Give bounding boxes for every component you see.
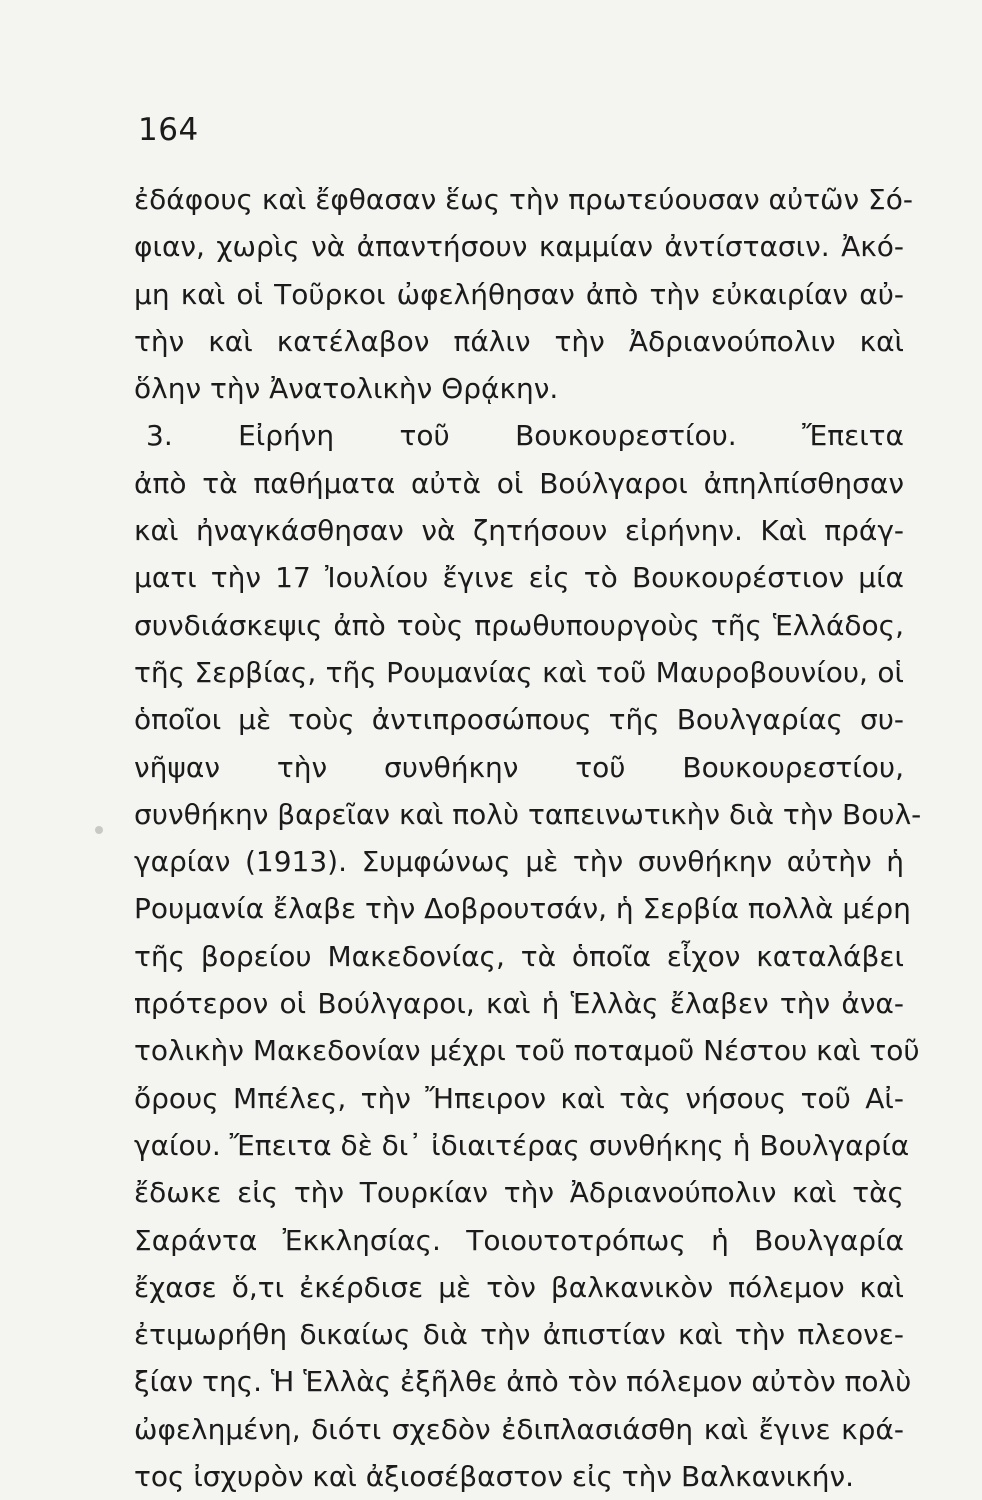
- text-line: νῆψαν τὴν συνθήκην τοῦ Βουκουρεστίου,: [134, 750, 904, 784]
- text-line: Σαράντα Ἐκκλησίας. Τοιουτοτρόπως ἡ Βουλγαρία: [134, 1223, 904, 1257]
- text-line: τος ἰσχυρὸν καὶ ἀξιοσέβαστον εἰς τὴν Βαλκανικήν.: [134, 1460, 855, 1494]
- section-heading-line: 3. Εἰρήνη τοῦ Βουκουρεστίου. Ἔπειτα: [146, 419, 904, 453]
- text-line: ὁποῖοι μὲ τοὺς ἀντιπροσώπους τῆς Βουλγαρίας συ-: [134, 703, 904, 737]
- text-line: γαίου. Ἔπειτα δὲ δι᾽ ἰδιαιτέρας συνθήκης ἡ Βουλγαρία: [134, 1128, 910, 1162]
- text-line: ξίαν της. Ἡ Ἑλλὰς ἐξῆλθε ἀπὸ τὸν πόλεμον αὐτὸν πολὺ: [134, 1365, 912, 1399]
- text-line: ματι τὴν 17 Ἰουλίου ἔγινε εἰς τὸ Βουκουρέστιον μία: [134, 561, 904, 595]
- text-line: μη καὶ οἱ Τοῦρκοι ὠφελήθησαν ἀπὸ τὴν εὐκαιρίαν αὐ-: [134, 277, 904, 311]
- text-line: φιαν, χωρὶς νὰ ἀπαντήσουν καμμίαν ἀντίστασιν. Ἀκό-: [134, 230, 904, 264]
- text-line: συνθήκην βαρεῖαν καὶ πολὺ ταπεινωτικὴν διὰ τὴν Βουλ-: [134, 797, 922, 831]
- body-text: [134, 176, 922, 1500]
- text-line: τολικὴν Μακεδονίαν μέχρι τοῦ ποταμοῦ Νέστου καὶ τοῦ: [134, 1034, 920, 1068]
- text-line: ἐτιμωρήθη δικαίως διὰ τὴν ἀπιστίαν καὶ τὴν πλεονε-: [134, 1318, 904, 1352]
- text-line: ὄρους Μπέλες, τὴν Ἤπειρον καὶ τὰς νήσους τοῦ Αἰ-: [134, 1081, 904, 1115]
- text-line: συνδιάσκεψις ἀπὸ τοὺς πρωθυπουργοὺς τῆς Ἑλλάδος,: [134, 608, 904, 642]
- scan-speck: [95, 826, 103, 834]
- text-line: καὶ ἠναγκάσθησαν νὰ ζητήσουν εἰρήνην. Καὶ πράγ-: [134, 514, 904, 548]
- text-line: ἔδωκε εἰς τὴν Τουρκίαν τὴν Ἀδριανούπολιν καὶ τὰς: [134, 1176, 904, 1210]
- text-line: πρότερον οἱ Βούλγαροι, καὶ ἡ Ἑλλὰς ἔλαβεν τὴν ἀνα-: [134, 987, 904, 1021]
- text-line: γαρίαν (1913). Συμφώνως μὲ τὴν συνθήκην αὐτὴν ἡ: [134, 845, 904, 879]
- page-number: 164: [138, 112, 199, 148]
- text-line: τῆς Σερβίας, τῆς Ρουμανίας καὶ τοῦ Μαυροβουνίου, οἱ: [134, 655, 904, 689]
- text-line: ὠφελημένη, διότι σχεδὸν ἐδιπλασιάσθη καὶ ἔγινε κρά-: [134, 1412, 904, 1446]
- text-line: Ρουμανία ἔλαβε τὴν Δοβρουτσάν, ἡ Σερβία πολλὰ μέρη: [134, 892, 911, 926]
- text-line: ἔχασε ὅ,τι ἐκέρδισε μὲ τὸν βαλκανικὸν πόλεμον καὶ: [134, 1270, 904, 1304]
- text-line: τὴν καὶ κατέλαβον πάλιν τὴν Ἀδριανούπολιν καὶ: [134, 324, 904, 358]
- text-line: ἐδάφους καὶ ἔφθασαν ἕως τὴν πρωτεύουσαν αὐτῶν Σό-: [134, 183, 913, 216]
- text-line: τῆς βορείου Μακεδονίας, τὰ ὁποῖα εἶχον καταλάβει: [134, 939, 904, 973]
- text-line: ἀπὸ τὰ παθήματα αὐτὰ οἱ Βούλγαροι ἀπηλπίσθησαν: [134, 466, 904, 500]
- text-line: ὅλην τὴν Ἀνατολικὴν Θρᾴκην.: [134, 372, 559, 406]
